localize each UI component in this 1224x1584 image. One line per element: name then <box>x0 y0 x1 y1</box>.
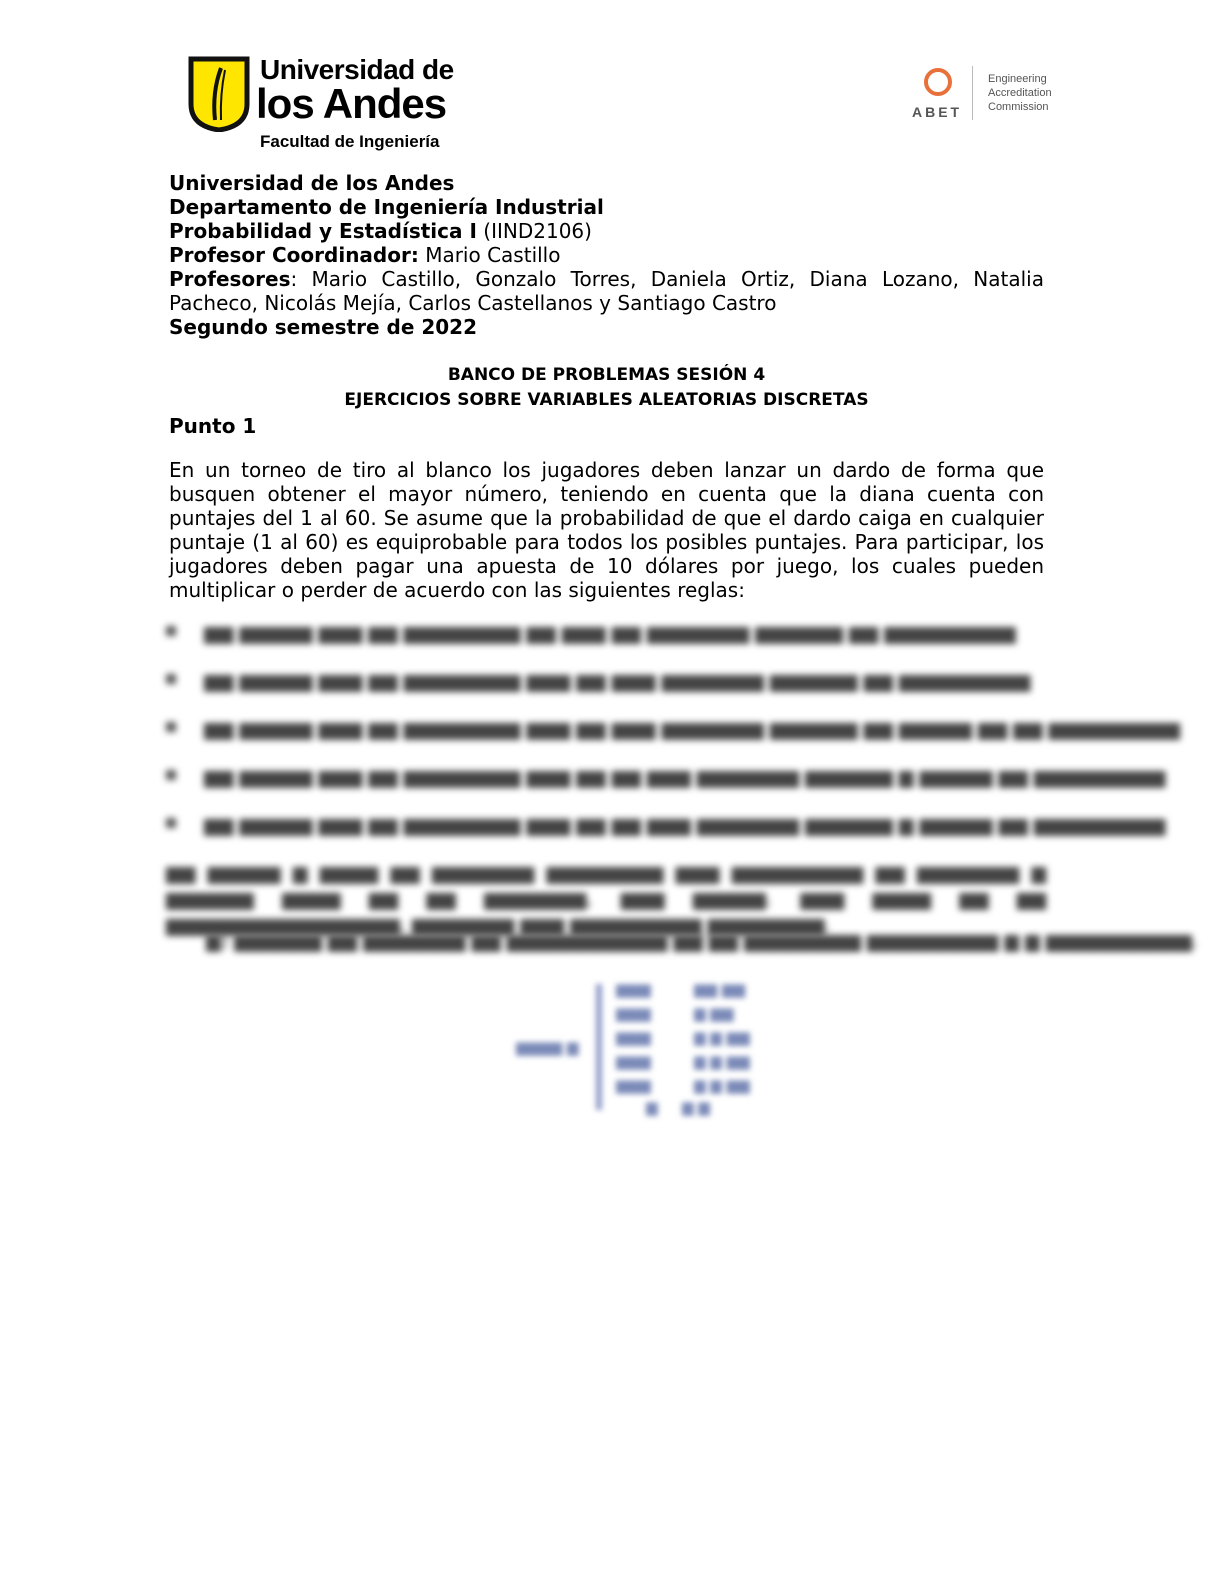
course-name: Probabilidad y Estadística I <box>169 219 477 243</box>
abet-logo <box>912 66 1072 126</box>
list-item <box>166 766 1166 814</box>
redacted-text: ▆▆ ▆▆▆▆▆ ▆▆▆ ▆▆ ▆▆▆▆▆▆▆▆ ▆▆▆ ▆▆ ▆▆ ▆▆▆ ▆▆▆▆▆▆▆ ▆▆▆▆▆▆ ▆ ▆▆▆▆▆ ▆▆ ▆▆▆▆▆▆▆▆▆ <box>204 814 1166 836</box>
redacted-formula: ▆▆▆ <box>616 1004 651 1022</box>
bullet-icon <box>166 722 176 732</box>
title-banco: BANCO DE PROBLEMAS SESIÓN 4 <box>447 365 766 385</box>
redacted-formula: ▆▆▆ <box>616 1076 651 1094</box>
redacted-formula: ▆ ▆▆ <box>694 1004 734 1022</box>
bullet-icon <box>166 674 176 684</box>
abet-divider <box>972 66 973 120</box>
redacted-formula: ▆▆▆ <box>616 980 651 998</box>
redacted-formula: ▆▆▆▆ ▆ <box>516 1038 579 1056</box>
bullet-icon <box>166 770 176 780</box>
bullet-icon <box>166 818 176 828</box>
professors-label: Profesores <box>169 267 291 291</box>
logo-line-universidad: Universidad de <box>260 54 454 85</box>
redacted-formula: ▆ <box>646 1098 658 1116</box>
header-course <box>169 219 1044 243</box>
abet-wordmark: ABET <box>912 104 963 120</box>
list-item <box>166 622 1046 670</box>
redacted-formula: ▆ ▆ ▆▆ <box>694 1028 750 1046</box>
abet-ring-icon <box>922 66 958 102</box>
coordinator-name: Mario Castillo <box>418 243 561 267</box>
redacted-probability-function <box>516 978 786 1118</box>
logo-line-los-andes: los Andes <box>256 80 447 127</box>
document-header <box>169 171 1044 339</box>
uniandes-logo <box>188 54 454 156</box>
redacted-formula: ▆▆▆ <box>616 1052 651 1070</box>
redacted-formula: ▆ ▆ ▆▆ <box>694 1052 750 1070</box>
professors-list: : Mario Castillo, Gonzalo Torres, Daniela Ortiz, Diana Lozano, Natalia Pacheco, Nicolás Mejía, Carlos Castellanos y Santiago Castro <box>169 267 1044 315</box>
problem-paragraph: En un torneo de tiro al blanco los jugadores deben lanzar un dardo de forma que busquen obtener el mayor número, teniendo en cuenta que la diana cuenta con puntajes del 1 al 60. Se asume que la probabilidad de que el dardo caiga en cualquier puntaje (1 al 60) es equiprobable para todos los posibles puntajes. Para participar, los jugadores deben pagar una apuesta de 10 dólares por juego, los cuales pueden multiplicar o perder de acuerdo con las siguientes reglas: <box>169 458 1044 602</box>
header-department: Departamento de Ingeniería Industrial <box>169 195 604 219</box>
abet-line: Engineering <box>988 73 1047 85</box>
rules-list <box>166 622 1180 862</box>
header-professors <box>169 267 1044 315</box>
document-titles <box>169 363 1044 413</box>
uniandes-shield-icon <box>188 56 250 132</box>
logo-line-facultad: Facultad de Ingeniería <box>260 132 440 151</box>
redacted-text: ▆▆ ▆▆▆▆▆ ▆▆▆ ▆▆ ▆▆▆▆▆▆▆▆ ▆▆▆ ▆▆ ▆▆ ▆▆▆ ▆▆▆▆▆▆▆ ▆▆▆▆▆▆ ▆ ▆▆▆▆▆ ▆▆ ▆▆▆▆▆▆▆▆▆ <box>204 766 1166 788</box>
abet-line: Commission <box>988 101 1049 113</box>
redacted-text: ▆▆ ▆▆▆▆▆ ▆▆▆ ▆▆ ▆▆▆▆▆▆▆▆ ▆▆▆ ▆▆ ▆▆▆ ▆▆▆▆▆▆▆ ▆▆▆▆▆▆ ▆▆ ▆▆▆▆▆ ▆▆ ▆▆ ▆▆▆▆▆▆▆▆▆ <box>204 718 1180 740</box>
redacted-text: ▆▆ ▆▆▆▆▆ ▆▆▆ ▆▆ ▆▆▆▆▆▆▆▆ ▆▆▆ ▆▆ ▆▆▆ ▆▆▆▆▆▆▆ ▆▆▆▆▆▆ ▆▆ ▆▆▆▆▆▆▆▆▆ <box>204 670 1031 692</box>
redacted-text: ▆▆ ▆▆▆▆▆ ▆▆▆ ▆▆ ▆▆▆▆▆▆▆▆ ▆▆ ▆▆▆ ▆▆ ▆▆▆▆▆▆▆ ▆▆▆▆▆▆ ▆▆ ▆▆▆▆▆▆▆▆▆ <box>204 622 1016 644</box>
list-item <box>166 814 1166 862</box>
course-code: (IIND2106) <box>476 219 592 243</box>
header-university: Universidad de los Andes <box>169 171 455 195</box>
title-ejercicios: EJERCICIOS SOBRE VARIABLES ALEATORIAS DISCRETAS <box>344 390 869 410</box>
list-item <box>166 718 1180 766</box>
list-item <box>166 670 1046 718</box>
coordinator-label: Profesor Coordinador: <box>169 243 419 267</box>
abet-commission-text <box>988 72 1052 114</box>
brace-icon <box>596 984 602 1110</box>
abet-line: Accreditation <box>988 87 1052 99</box>
redacted-formula: ▆▆ ▆▆ <box>694 980 745 998</box>
header-coordinator <box>169 243 1044 267</box>
section-heading: Punto 1 <box>169 414 257 438</box>
redacted-definition: ▆▆ ▆▆▆▆▆ ▆ ▆▆▆▆ ▆▆ ▆▆▆▆▆▆▆ ▆▆▆▆▆▆▆▆ ▆▆▆ ▆▆▆▆▆▆▆▆▆ ▆▆ ▆▆▆▆▆▆▆ ▆ ▆▆▆▆▆▆ ▆▆▆▆ ▆▆ ▆▆ ▆▆▆▆▆▆▆, ▆▆▆ ▆▆▆▆▆. ▆▆▆ ▆▆▆▆ ▆▆ ▆▆ ▆▆▆▆▆▆▆▆▆▆▆▆▆▆▆▆, ▆▆▆▆▆▆▆ ▆▆▆ ▆▆▆▆▆▆▆▆▆ ▆▆▆▆▆▆▆▆. <box>166 862 1046 936</box>
redacted-formula: ▆ ▆ <box>682 1098 710 1116</box>
redacted-formula: ▆▆▆ <box>616 1028 651 1046</box>
redacted-question: ▆) ▆▆▆▆▆▆ ▆▆ ▆▆▆▆▆▆▆ ▆▆ ▆▆▆▆▆▆▆▆▆▆▆ ▆▆ ▆▆ ▆▆▆▆▆▆▆▆ ▆▆▆▆▆▆▆▆▆ ▆ ▆ ▆▆▆▆▆▆▆▆▆▆. <box>206 930 1198 952</box>
redacted-formula: ▆ ▆ ▆▆ <box>694 1076 750 1094</box>
bullet-icon <box>166 626 176 636</box>
header-semester: Segundo semestre de 2022 <box>169 315 478 339</box>
